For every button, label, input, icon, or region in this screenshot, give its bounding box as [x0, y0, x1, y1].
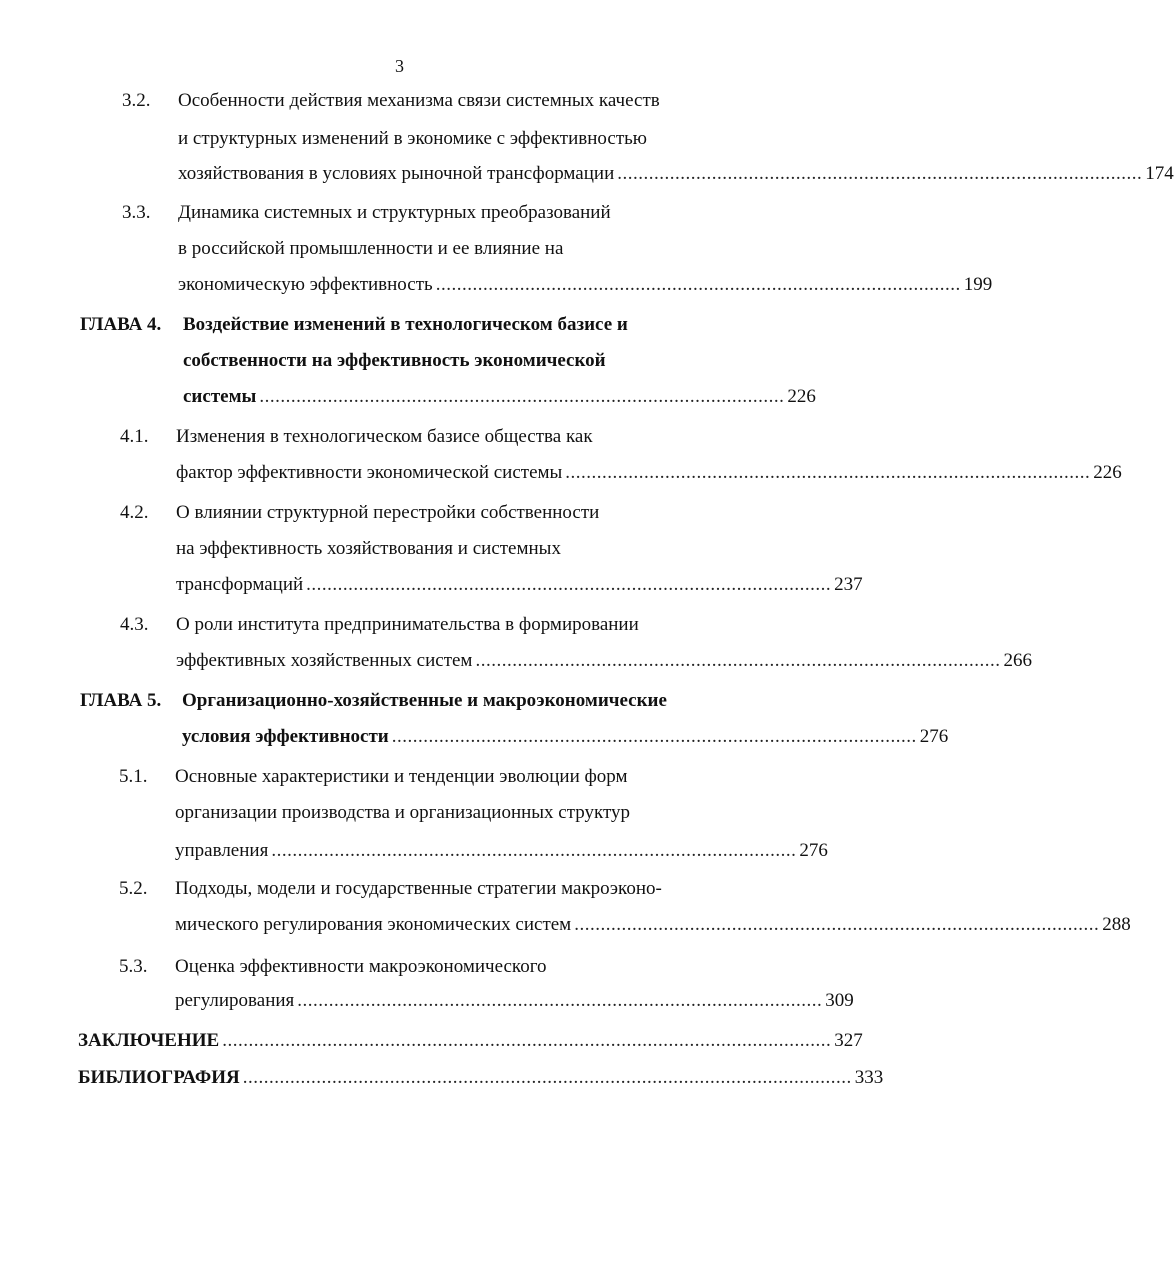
entry-text: Динамика системных и структурных преобразований	[178, 202, 611, 223]
entry-text: на эффективность хозяйствования и системных	[176, 538, 561, 559]
entry-text: мического регулирования экономических систем	[175, 914, 572, 935]
leader-dots: ....................................................................................................	[297, 990, 823, 1011]
page-ref: 327	[834, 1030, 863, 1051]
leader-dots: ....................................................................................................	[565, 462, 1091, 483]
page-ref: 276	[919, 726, 949, 747]
toc-entry-leader	[183, 384, 816, 410]
page-ref: 199	[963, 274, 993, 295]
entry-text: О влиянии структурной перестройки собственности	[176, 502, 600, 523]
entry-text: Изменения в технологическом базисе общества как	[176, 426, 593, 447]
entry-text: управления	[175, 840, 269, 861]
section-number: 5.3.	[119, 956, 148, 977]
chapter-title: Организационно-хозяйственные и макроэкономические	[182, 690, 667, 711]
conclusion-title: ЗАКЛЮЧЕНИЕ	[78, 1030, 220, 1051]
toc-entry-leader	[78, 1028, 863, 1054]
page-ref: 333	[854, 1067, 884, 1088]
section-number: 3.3.	[122, 202, 151, 223]
page-ref: 174	[1145, 163, 1174, 184]
chapter-title: Воздействие изменений в технологическом базисе и	[183, 314, 628, 335]
toc-entry-leader	[178, 161, 1174, 187]
chapter-title: собственности на эффективность экономической	[183, 350, 606, 371]
leader-dots: ....................................................................................................	[271, 840, 797, 861]
leader-dots: ....................................................................................................	[435, 274, 961, 295]
leader-dots: ....................................................................................................	[259, 386, 785, 407]
page-number: 3	[395, 56, 404, 76]
toc-entry-leader	[176, 460, 1122, 486]
chapter-label: ГЛАВА 4.	[80, 314, 162, 335]
leader-dots: ....................................................................................................	[391, 726, 917, 747]
section-number: 4.3.	[120, 614, 149, 635]
page-ref: 226	[787, 386, 816, 407]
section-number: 5.1.	[119, 766, 148, 787]
section-number: 4.1.	[120, 426, 149, 447]
entry-text: регулирования	[175, 990, 295, 1011]
entry-text: фактор эффективности экономической системы	[176, 462, 563, 483]
leader-dots: ....................................................................................................	[475, 650, 1001, 671]
page-ref: 226	[1093, 462, 1122, 483]
entry-text: Особенности действия механизма связи системных качеств	[178, 90, 660, 111]
leader-dots: ....................................................................................................	[574, 914, 1100, 935]
entry-text: Основные характеристики и тенденции эволюции форм	[175, 766, 628, 787]
toc-entry-leader	[178, 272, 993, 298]
entry-text: в российской промышленности и ее влияние на	[178, 238, 564, 259]
bibliography-title: БИБЛИОГРАФИЯ	[78, 1067, 240, 1088]
page-ref: 276	[799, 840, 828, 861]
toc-entry-leader	[78, 1065, 884, 1091]
page-ref: 288	[1102, 914, 1131, 935]
entry-text: Подходы, модели и государственные стратегии макроэконо-	[175, 878, 662, 899]
toc-entry-leader	[175, 912, 1131, 938]
entry-text: О роли института предпринимательства в формировании	[176, 614, 639, 635]
entry-text: хозяйствования в условиях рыночной трансформации	[178, 163, 615, 184]
entry-text: эффективных хозяйственных систем	[176, 650, 473, 671]
leader-dots: ....................................................................................................................	[222, 1030, 832, 1051]
toc-entry-leader	[176, 648, 1032, 674]
leader-dots: ....................................................................................................................	[242, 1067, 852, 1088]
chapter-title: системы	[183, 386, 257, 407]
chapter-title: условия эффективности	[182, 726, 389, 747]
toc-entry-leader	[175, 838, 828, 864]
section-number: 3.2.	[122, 90, 151, 111]
entry-text: экономическую эффективность	[178, 274, 433, 295]
section-number: 4.2.	[120, 502, 149, 523]
entry-text: трансформаций	[176, 574, 304, 595]
entry-text: организации производства и организационных структур	[175, 802, 631, 823]
section-number: 5.2.	[119, 878, 148, 899]
page-ref: 309	[825, 990, 854, 1011]
leader-dots: ....................................................................................................	[306, 574, 832, 595]
toc-entry-leader	[182, 724, 949, 750]
page-ref: 237	[834, 574, 863, 595]
entry-text: и структурных изменений в экономике с эффективностью	[178, 128, 647, 149]
chapter-label: ГЛАВА 5.	[80, 690, 162, 711]
toc-entry-leader	[176, 572, 863, 598]
toc-entry-leader	[175, 988, 854, 1014]
entry-text: Оценка эффективности макроэкономического	[175, 956, 547, 977]
page-ref: 266	[1003, 650, 1032, 671]
leader-dots: ....................................................................................................	[617, 163, 1143, 184]
